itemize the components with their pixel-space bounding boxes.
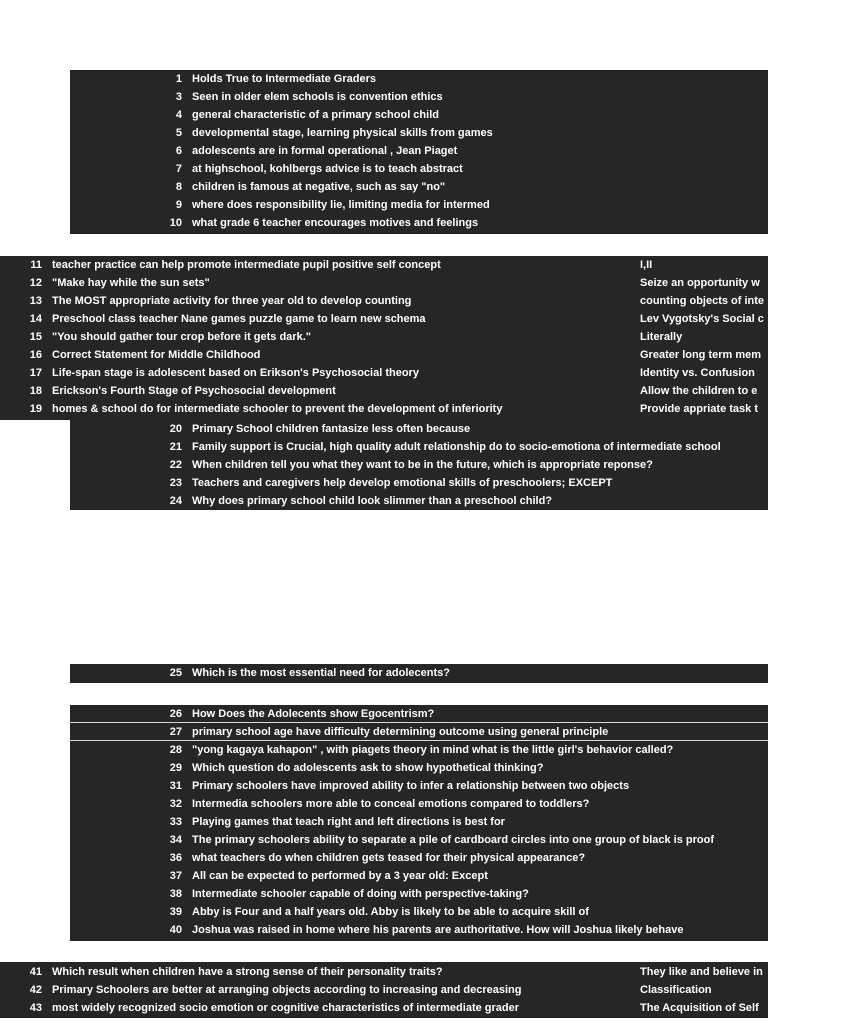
question-text: When children tell you what they want to be in the future, which is appropriate reponse? [192, 459, 653, 471]
answer-text: Modeling [780, 477, 829, 489]
question-block-5 [70, 705, 839, 941]
answer-text: Judging ot [780, 888, 837, 900]
row-number: 26 [169, 708, 182, 720]
answer-text: middle chi [780, 127, 835, 139]
row-number: 18 [29, 385, 42, 397]
answer-text: Pre-operat [780, 744, 836, 756]
table-row[interactable] [70, 456, 833, 474]
answer-text: Post Conve [780, 163, 841, 175]
row-number: 4 [175, 109, 182, 121]
table-row[interactable] [70, 160, 841, 178]
answer-text: conform to [780, 91, 838, 103]
answer-text: The locatio [780, 495, 839, 507]
row-number: 15 [29, 331, 42, 343]
table-row[interactable] [70, 921, 837, 939]
table-row[interactable] [70, 438, 835, 456]
question-text: Primary School children fantasize less often because [192, 423, 471, 435]
answer-text: Tendency [780, 708, 831, 720]
table-row[interactable] [0, 310, 768, 328]
row-number: 9 [175, 199, 182, 211]
question-text: Intermediate schooler capable of doing with perspective-taking? [192, 888, 529, 900]
table-row[interactable] [70, 723, 833, 741]
answer-text: Lev Vygotsky's Social c [640, 313, 764, 325]
table-row[interactable] [0, 999, 768, 1017]
question-text: adolescents are in formal operational , Jean Piaget [192, 145, 458, 157]
question-block-3 [70, 420, 839, 510]
question-block-1 [70, 70, 841, 234]
row-number: 25 [169, 667, 182, 679]
question-text: The MOST appropriate activity for three year old to develop counting [52, 295, 412, 307]
table-row[interactable] [0, 274, 768, 292]
question-text: Abby is Four and a half years old. Abby is likely to be able to acquire skill of [192, 906, 589, 918]
question-text: "yong kagaya kahapon" , with piagets theory in mind what is the little girl's behavior called? [192, 744, 674, 756]
answer-text: Literally [640, 331, 683, 343]
row-number: 42 [29, 984, 42, 996]
table-row[interactable] [70, 106, 833, 124]
answer-text: counting objects of inte [640, 295, 765, 307]
row-number: 24 [169, 495, 182, 507]
row-number: 27 [169, 726, 182, 738]
row-number: 1 [175, 73, 182, 85]
table-row[interactable] [70, 70, 837, 88]
answer-text: parents, te [780, 199, 836, 211]
question-text: developmental stage, learning physical skills from games [192, 127, 493, 139]
table-row[interactable] [70, 759, 834, 777]
answer-text: Greater long term mem [640, 349, 762, 361]
row-number: 19 [29, 403, 42, 415]
answer-text: Relates we [780, 924, 837, 936]
table-row[interactable] [70, 124, 835, 142]
row-number: 43 [29, 1002, 42, 1014]
row-number: 38 [169, 888, 182, 900]
row-number: 13 [29, 295, 42, 307]
question-text: homes & school do for intermediate schooler to prevent the development of inferiority [52, 403, 503, 415]
table-row[interactable] [0, 963, 768, 981]
table-row[interactable] [70, 492, 839, 510]
row-number: 33 [169, 816, 182, 828]
table-row[interactable] [70, 867, 833, 885]
question-text: Family support is Crucial, high quality adult relationship do to socio-emotiona of intermediate school [192, 441, 721, 453]
row-number: 20 [169, 423, 182, 435]
answer-text: Yes [780, 798, 799, 810]
row-number: 37 [169, 870, 182, 882]
row-number: 7 [175, 163, 182, 175]
answer-text: I,II [640, 259, 653, 271]
table-row[interactable] [70, 885, 837, 903]
answer-text: They like and believe in [640, 966, 763, 978]
question-text: Joshua was raised in home where his parents are authoritative. How will Joshua likely behave [192, 924, 684, 936]
question-text: Seen in older elem schools is convention ethics [192, 91, 443, 103]
question-text: Which question do adolescents ask to show hypothetical thinking? [192, 762, 544, 774]
answer-text: Seriation [780, 834, 828, 846]
question-text: How Does the Adolecents show Egocentrism? [192, 708, 435, 720]
answer-text: Pouring fr [780, 870, 833, 882]
answer-text: They are n [780, 423, 836, 435]
question-text: what grade 6 teacher encourages motives and feelings [192, 217, 479, 229]
question-text: "Make hay while the sun sets" [52, 277, 210, 289]
answer-text: Transitivity [780, 780, 839, 792]
row-number: 10 [169, 217, 182, 229]
table-row[interactable] [70, 196, 836, 214]
question-text: The primary schoolers ability to separate a pile of cardboard circles into one group of black is proof [192, 834, 715, 846]
table-row[interactable] [70, 813, 838, 831]
answer-text: The Acquisition of Self [640, 1002, 759, 1014]
table-row[interactable] [0, 346, 768, 364]
table-row[interactable] [70, 88, 838, 106]
table-row[interactable] [70, 777, 839, 795]
answer-text: Allow the children to e [640, 385, 758, 397]
answer-text: Extremely [780, 109, 833, 121]
question-text: Preschool class teacher Nane games puzzle game to learn new schema [52, 313, 426, 325]
question-text: Playing games that teach right and left directions is best for [192, 816, 505, 828]
answer-text: I, II, III [780, 145, 811, 157]
question-text: most widely recognized socio emotion or cognitive characteristics of intermediate grader [52, 1002, 520, 1014]
row-number: 41 [29, 966, 42, 978]
row-number: 11 [30, 259, 42, 271]
question-text: Life-span stage is adolescent based on Erikson's Psychosocial theory [52, 367, 419, 379]
row-number: 21 [169, 441, 182, 453]
answer-text: "I'm so ha [780, 459, 833, 471]
question-text: Which result when children have a strong sense of their personality traits? [52, 966, 443, 978]
table-row[interactable] [70, 178, 838, 196]
table-row[interactable] [0, 400, 768, 418]
question-block-2 [0, 256, 768, 420]
question-text: teacher practice can help promote intermediate pupil positive self concept [52, 259, 441, 271]
table-row[interactable] [70, 474, 829, 492]
row-number: 29 [169, 762, 182, 774]
answer-text: Seize an opportunity w [640, 277, 760, 289]
answer-text: I, II only [780, 667, 821, 679]
row-number: 22 [169, 459, 182, 471]
question-text: where does responsibility lie, limiting media for intermed [192, 199, 490, 211]
table-row[interactable] [70, 705, 831, 723]
answer-text: perspectiv [780, 217, 836, 229]
row-number: 32 [169, 798, 182, 810]
question-text: Holds True to Intermediate Graders [192, 73, 376, 85]
row-number: 8 [175, 181, 182, 193]
table-row[interactable] [70, 795, 799, 813]
row-number: 3 [175, 91, 182, 103]
row-number: 36 [169, 852, 182, 864]
question-text: "You should gather tour crop before it gets dark." [52, 331, 311, 343]
table-row[interactable] [70, 420, 836, 438]
question-text: Primary schoolers have improved ability to infer a relationship between two objects [192, 780, 630, 792]
table-row[interactable] [0, 328, 768, 346]
question-text: Correct Statement for Middle Childhood [52, 349, 261, 361]
row-number: 17 [29, 367, 42, 379]
answer-text: What resu [780, 762, 834, 774]
table-row[interactable] [0, 292, 768, 310]
answer-text: Identity vs. Confusion [640, 367, 755, 379]
table-row[interactable] [0, 256, 768, 274]
row-number: 12 [29, 277, 42, 289]
row-number: 34 [169, 834, 182, 846]
answer-text: Classification [640, 984, 712, 996]
answer-text: Copying a [780, 906, 834, 918]
question-text: children is famous at negative, such as say "no" [192, 181, 446, 193]
row-number: 14 [29, 313, 42, 325]
table-row[interactable] [70, 741, 836, 759]
row-number: 40 [169, 924, 182, 936]
question-text: Primary Schoolers are better at arranging objects according to increasing and decreasing [52, 984, 522, 996]
table-row[interactable] [70, 142, 811, 160]
table-row[interactable] [0, 382, 768, 400]
row-number: 5 [175, 127, 182, 139]
question-text: at highschool, kohlbergs advice is to teach abstract [192, 163, 463, 175]
table-row[interactable] [70, 831, 828, 849]
question-text: what teachers do when children gets teased for their physical appearance? [192, 852, 586, 864]
question-text: Teachers and caregivers help develop emotional skills of preschoolers; EXCEPT [192, 477, 613, 489]
answer-text: Five year o [780, 816, 838, 828]
table-row[interactable] [0, 981, 768, 999]
table-row[interactable] [70, 903, 834, 921]
row-number: 23 [169, 477, 182, 489]
answer-text: Deductive [780, 726, 833, 738]
table-row[interactable] [70, 849, 833, 867]
question-text: general characteristic of a primary school child [192, 109, 439, 121]
question-block-6 [0, 962, 768, 1018]
question-text: Why does primary school child look slimmer than a preschool child? [192, 495, 553, 507]
answer-text: ave, girls a [780, 73, 837, 85]
row-number: 31 [169, 780, 182, 792]
question-block-4 [70, 664, 821, 683]
answer-text: Allows chi [780, 441, 835, 453]
table-row[interactable] [0, 364, 768, 382]
row-number: 6 [175, 145, 182, 157]
answer-text: Have a pri [780, 852, 833, 864]
question-text: Intermedia schoolers more able to conceal emotions compared to toddlers? [192, 798, 590, 810]
row-number: 16 [29, 349, 42, 361]
table-row[interactable] [70, 214, 836, 232]
question-text: primary school age have difficulty determining outcome using general principle [192, 726, 609, 738]
answer-text: Provide appriate task t [640, 403, 758, 415]
question-text: Erickson's Fourth Stage of Psychosocial development [52, 385, 336, 397]
question-text: Which is the most essential need for adolecents? [192, 667, 450, 679]
row-number: 28 [169, 744, 182, 756]
table-row[interactable] [70, 664, 821, 682]
answer-text: 2 years old [780, 181, 838, 193]
row-number: 39 [169, 906, 182, 918]
question-text: All can be expected to performed by a 3 year old: Except [192, 870, 488, 882]
